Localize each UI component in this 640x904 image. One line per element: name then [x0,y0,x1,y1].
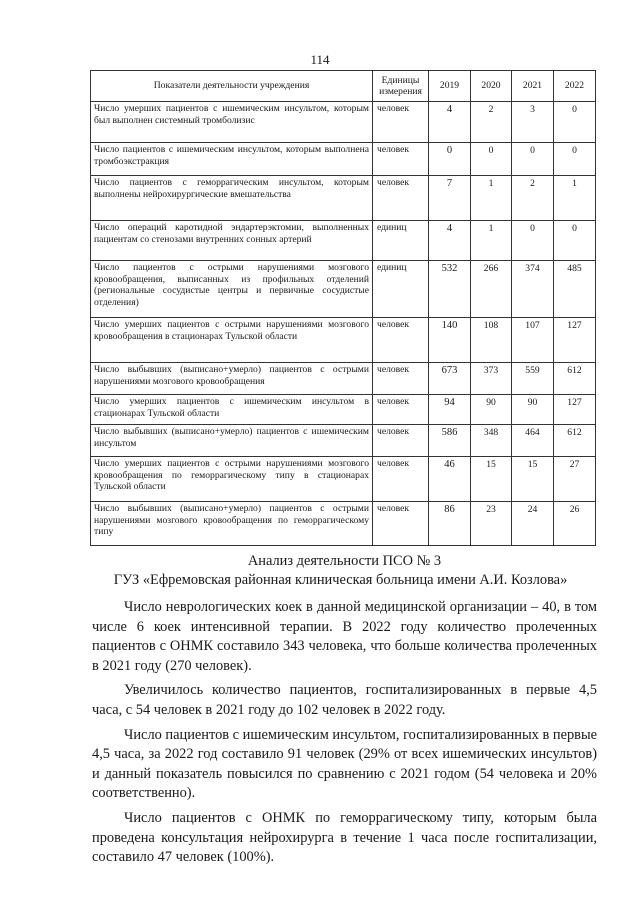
cell-2019: 140 [429,318,471,363]
cell-2022: 26 [554,502,596,546]
row-unit: человек [373,425,429,457]
cell-2022: 612 [554,425,596,457]
cell-2019: 4 [429,221,471,261]
row-unit: человек [373,176,429,221]
cell-2022: 127 [554,318,596,363]
cell-2022: 1 [554,176,596,221]
paragraph: Увеличилось количество пациентов, госпитализированных в первые 4,5 часа, с 54 человек в 2021 году до 102 человек в 2022 году. [92,682,597,718]
cell-2021: 464 [512,425,554,457]
table-header-row [91,71,596,102]
table-row [91,143,596,176]
cell-2020: 348 [471,425,512,457]
paragraph: Число пациентов с ОНМК по геморрагическому типу, которым была проведена консультация нейрохирурга в течение 1 часа после госпитализации, составило 47 человек (100%). [92,809,597,866]
row-unit: человек [373,143,429,176]
header-unit: Единицы измерения [373,71,429,102]
cell-2020: 90 [471,395,512,425]
cell-2020: 2 [471,102,512,143]
row-unit: единиц [373,261,429,318]
cell-2020: 108 [471,318,512,363]
cell-2019: 46 [429,457,471,502]
row-indicator: Число умерших пациентов с ишемическим инсультом, которым был выполнен системный тромболизис [91,102,373,143]
cell-2020: 266 [471,261,512,318]
cell-2020: 15 [471,457,512,502]
row-unit: человек [373,395,429,425]
cell-2019: 586 [429,425,471,457]
cell-2022: 27 [554,457,596,502]
header-year-2020: 2020 [471,71,512,102]
header-indicator: Показатели деятельности учреждения [91,71,373,102]
cell-2022: 127 [554,395,596,425]
cell-2020: 373 [471,363,512,395]
paragraph: Число пациентов с ишемическим инсультом, госпитализированных в первые 4,5 часа, за 2022 год составило 91 человек (29% от всех ишемических инсультов) и данный показатель повысился по сравнению с 2021 годом (54 человека и 20% соответственно). [92,726,597,802]
cell-2020: 23 [471,502,512,546]
row-unit: человек [373,363,429,395]
row-indicator: Число пациентов с геморрагическим инсультом, которым выполнены нейрохирургические вмешательства [91,176,373,221]
row-unit: человек [373,318,429,363]
table-row [91,502,596,546]
section-subtitle: ГУЗ «Ефремовская районная клиническая больница имени А.И. Козлова» [113,572,568,588]
cell-2020: 0 [471,143,512,176]
cell-2022: 0 [554,143,596,176]
cell-2021: 24 [512,502,554,546]
cell-2021: 107 [512,318,554,363]
header-year-2019: 2019 [429,71,471,102]
cell-2021: 15 [512,457,554,502]
row-indicator: Число выбывших (выписано+умерло) пациентов с острыми нарушениями мозгового кровообращения [91,363,373,395]
table-row [91,318,596,363]
cell-2019: 673 [429,363,471,395]
cell-2022: 612 [554,363,596,395]
row-indicator: Число умерших пациентов с ишемическим инсультом в стационарах Тульской области [91,395,373,425]
section-title: Анализ деятельности ПСО № 3 [247,553,442,569]
cell-2019: 7 [429,176,471,221]
cell-2019: 4 [429,102,471,143]
page-number: 114 [310,52,330,67]
table-row [91,176,596,221]
row-indicator: Число пациентов с острыми нарушениями мозгового кровообращения, выписанных из профильных отделений (региональные сосудистые центры и первичные сосудистые отделения) [91,261,373,318]
table-row [91,102,596,143]
row-unit: человек [373,102,429,143]
row-indicator: Число умерших пациентов с острыми нарушениями мозгового кровообращения в стационарах Тульской области [91,318,373,363]
cell-2021: 0 [512,143,554,176]
table-row [91,425,596,457]
header-year-2021: 2021 [512,71,554,102]
cell-2021: 374 [512,261,554,318]
cell-2021: 2 [512,176,554,221]
cell-2019: 532 [429,261,471,318]
cell-2022: 0 [554,221,596,261]
cell-2022: 0 [554,102,596,143]
row-indicator: Число пациентов с ишемическим инсультом, которым выполнена тромбоэкстракция [91,143,373,176]
row-indicator: Число операций каротидной эндартерэктомии, выполненных пациентам со стенозами внутренних сонных артерий [91,221,373,261]
row-indicator: Число умерших пациентов с острыми нарушениями мозгового кровообращения по геморрагическому типу в стационарах Тульской области [91,457,373,502]
cell-2019: 94 [429,395,471,425]
cell-2020: 1 [471,176,512,221]
statistics-table [90,70,596,546]
row-unit: человек [373,457,429,502]
row-unit: человек [373,502,429,546]
paragraph: Число неврологических коек в данной медицинской организации – 40, в том числе 6 коек интенсивной терапии. В 2022 году количество пролеченных пациентов с ОНМК составило 343 человека, что больше количества пролеченных в 2021 году (270 человек). [92,599,597,674]
table-row [91,261,596,318]
cell-2020: 1 [471,221,512,261]
cell-2021: 3 [512,102,554,143]
table-row [91,221,596,261]
cell-2019: 86 [429,502,471,546]
cell-2021: 559 [512,363,554,395]
row-indicator: Число выбывших (выписано+умерло) пациентов с острыми нарушениями мозгового кровообращения по геморрагическому типу [91,502,373,546]
row-indicator: Число выбывших (выписано+умерло) пациентов с ишемическим инсультом [91,425,373,457]
row-unit: единиц [373,221,429,261]
table-row [91,457,596,502]
table-row [91,363,596,395]
cell-2022: 485 [554,261,596,318]
analysis-section [92,552,597,873]
header-year-2022: 2022 [554,71,596,102]
cell-2019: 0 [429,143,471,176]
cell-2021: 0 [512,221,554,261]
table-row [91,395,596,425]
cell-2021: 90 [512,395,554,425]
